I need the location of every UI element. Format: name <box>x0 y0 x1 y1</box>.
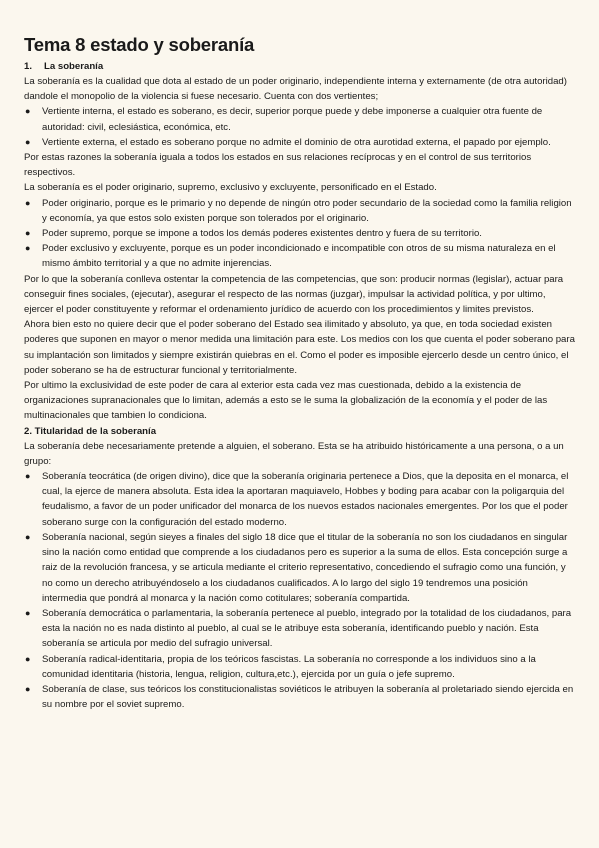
document-title: Tema 8 estado y soberanía <box>24 34 255 55</box>
list-item <box>24 682 575 712</box>
list-item-text: Poder exclusivo y excluyente, porque es un poder incondicionado e incompatible con otros de su misma naturaleza en el mismo ámbito territorial y a que no admite injerencias. <box>42 243 556 270</box>
section-1-bullets-2 <box>24 196 575 272</box>
bullet-icon: ● <box>25 136 31 147</box>
list-item-text: Vertiente interna, el estado es soberano, es decir, superior porque puede y debe imponerse a cualquier otra fuente de autoridad: civil, eclesiástica, económica, etc. <box>42 106 543 133</box>
section-2-heading: 2. Titularidad de la soberanía <box>24 425 157 437</box>
section-1-number: 1. <box>24 61 33 72</box>
list-item <box>24 241 575 271</box>
section-1-para-2: Por estas razones la soberanía iguala a todos los estados en sus relaciones recíprocas y en el control de sus territorios respectivos. <box>24 152 532 179</box>
list-item-text: Soberanía radical-identitaria, propia de los teóricos fascistas. La soberanía no corresponde a los individuos sino a la comunidad identitaria (historia, lengua, religion, cultura,etc.), ejercida por un guía o jefe supremo. <box>42 653 536 680</box>
section-1-para-6: Por ultimo la exclusividad de este poder de cara al exterior esta cada vez mas cuestionada, debido a la existencia de organizaciones supranacionales que lo limitan, además a esto se le suma la globalización de la economía y el poder de las multinacionales que tambien lo condiciona. <box>24 380 548 422</box>
list-item <box>24 652 575 682</box>
list-item-text: Soberanía nacional, según sieyes a finales del siglo 18 dice que el titular de la soberanía no son los ciudadanos en singular sino la nación como entidad que comprende a los ciudadanos pero es superior a la suma de ellos. Esta concepción surge a raiz de la revolución francesa, y se articula mediante el criterio representativo, concediendo el sufragio como una función, y no como un derecho atribuyéndoselo a los ciudadanos cualificados. A lo largo del siglo 19 tendremos una posición intermedia que pondrá al monarca y la nación como cotitulares; soberanía compartida. <box>42 531 568 604</box>
list-item <box>24 196 575 226</box>
list-item-text: Soberanía de clase, sus teóricos los constitucionalistas soviéticos le atribuyen la soberanía al proletariado siendo ejercida en su nombre por el soviet supremo. <box>42 683 574 711</box>
bullet-icon: ● <box>25 471 31 482</box>
list-item-text: Soberanía democrática o parlamentaria, la soberanía pertenece al pueblo, integrado por la totalidad de los ciudadanos, para esta la nación no es nada distinto al pueblo, al cual se le atribuye esta soberanía, identificando pueblo y nación. Esta soberanía se articula por medio del sufragio universal. <box>42 607 572 650</box>
list-item <box>24 104 575 134</box>
bullet-icon: ● <box>25 653 31 664</box>
list-item <box>24 606 575 652</box>
section-1-para-3: La soberanía es el poder originario, supremo, exclusivo y excluyente, personificado en el Estado. <box>24 182 437 194</box>
section-2-intro: La soberanía debe necesariamente pretende a alguien, el soberano. Esta se ha atribuido históricamente a una persona, o a un grupo: <box>24 440 564 467</box>
bullet-icon: ● <box>25 607 31 618</box>
section-1-intro: La soberanía es la cualidad que dota al estado de un poder originario, independiente interna y externamente (de otra autoridad) dandole el monopolio de la violencia si fuese necesario. Cuenta con dos vertientes; <box>24 76 567 103</box>
bullet-icon: ● <box>25 228 31 239</box>
list-item <box>24 469 575 530</box>
list-item <box>24 530 575 606</box>
bullet-icon: ● <box>25 106 31 117</box>
list-item <box>24 226 575 241</box>
bullet-icon: ● <box>25 243 31 254</box>
list-item-text: Poder originario, porque es le primario y no depende de ningún otro poder secundario de la sociedad como la familia religion y economía, ya que estos solo existen porque son tolerados por el originario. <box>42 197 572 224</box>
bullet-icon: ● <box>25 531 31 542</box>
bullet-icon: ● <box>25 197 31 208</box>
section-1-heading-text: La soberanía <box>44 61 104 72</box>
section-1-heading <box>24 59 575 74</box>
section-1-para-4: Por lo que la soberanía conlleva ostentar la competencia de las competencias, que son: producir normas (legislar), actuar para conseguir fines sociales, (ejecutar), asegurar el respecto de las normas (juzgar), impulsar la actividad política, y por ultimo, ejercer el poder constituyente y reformar el ordenamiento jurídico de acuerdo con los procedimientos y limites previstos. <box>24 273 564 316</box>
section-2-bullets <box>24 469 575 712</box>
section-1-para-5: Ahora bien esto no quiere decir que el poder soberano del Estado sea ilimitado y absoluto, ya que, en toda sociedad existen poderes que suponen en mayor o menor medida una limitación para este. Los medios con los que cuenta el poder soberano para su implantación son limitados y siempre existirán quiebras en el. Como el poder es imposible ejercerlo desde un centro único, el poder soberano se ha de estructurar funcional y territorialmente. <box>24 319 575 376</box>
list-item-text: Poder supremo, porque se impone a todos los demás poderes existentes dentro y fuera de su territorio. <box>42 228 482 240</box>
bullet-icon: ● <box>25 683 31 694</box>
section-1-bullets-1 <box>24 104 575 150</box>
list-item-text: Soberanía teocrática (de origen divino), dice que la soberanía originaria pertenece a Dios, que la deposita en el monarca, el cual, la ejerce de manera absoluta. Esta idea la aportaran maquiavelo, Hobbes y boding para acabar con la poligarquia del feudalismo, a favor de un poder unificador del monarca de los nuevos estados nacionales emergentes. Por los que el poder soberano surge con la configuración del estado moderno. <box>42 471 569 528</box>
list-item <box>24 135 575 150</box>
list-item-text: Vertiente externa, el estado es soberano porque no admite el dominio de otra aurotidad externa, el papado por ejemplo. <box>42 136 551 148</box>
